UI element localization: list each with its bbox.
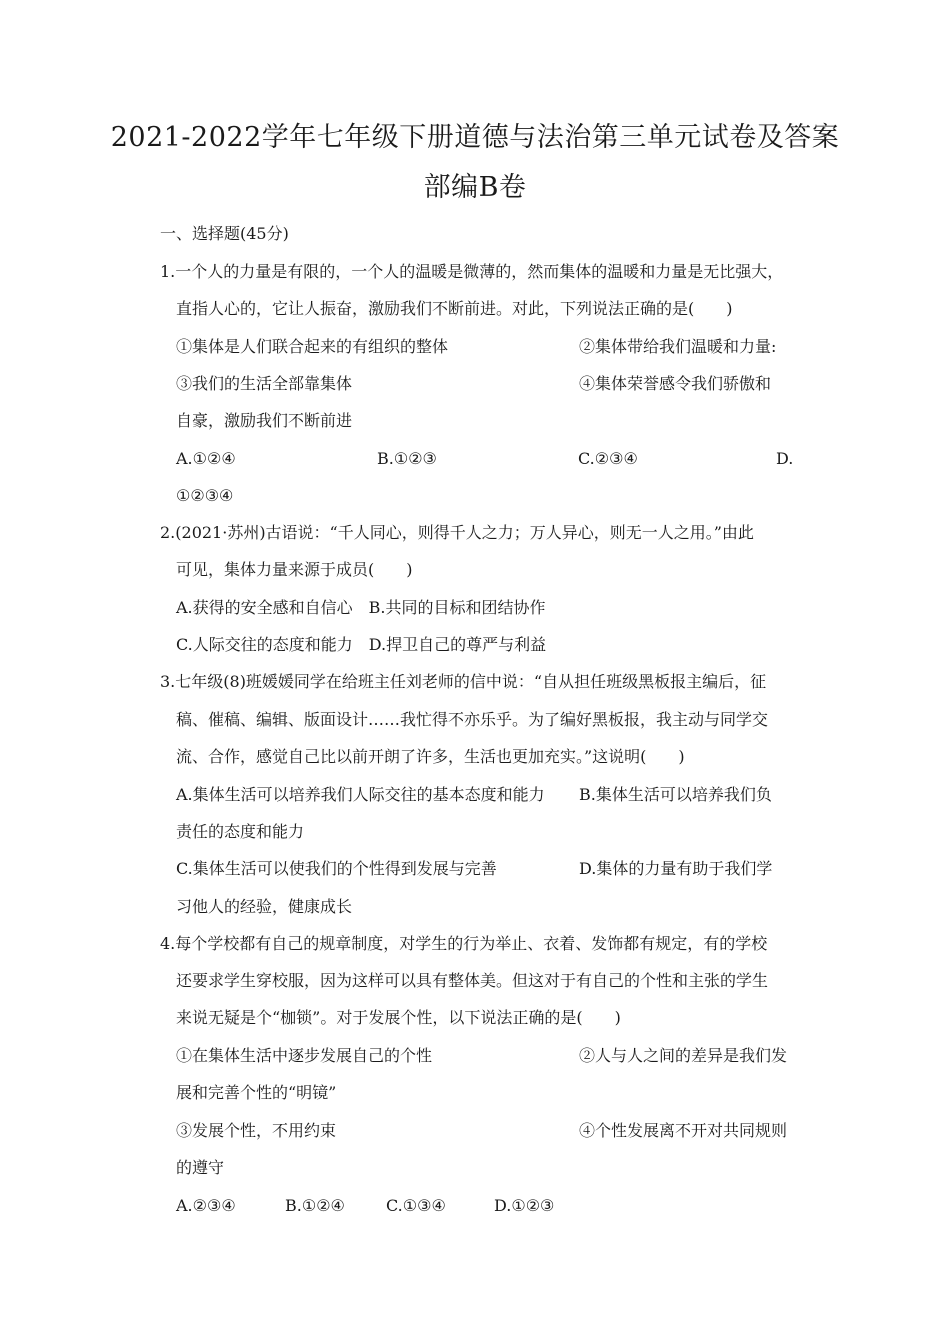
question-1-option-3: ③我们的生活全部靠集体 [176,374,353,393]
question-3-choice-b: B.集体生活可以培养我们负 [579,785,772,804]
question-4-stem-line2: 还要求学生穿校服，因为这样可以具有整体美。但这对于有自己的个性和主张的学生 [176,971,769,990]
question-3-choice-c: C.集体生活可以使我们的个性得到发展与完善 [176,859,497,878]
question-3-stem-line1: 3.七年级(8)班媛媛同学在给班主任刘老师的信中说：“自从担任班级黑板报主编后，征 [160,672,767,691]
question-2-choices-ab: A.获得的安全感和自信心 B.共同的目标和团结协作 [176,598,546,617]
question-3-stem-line2: 稿、催稿、编辑、版面设计……我忙得不亦乐乎。为了编好黑板报，我主动与同学交 [176,710,769,729]
question-2-choices-cd: C.人际交往的态度和能力 D.捍卫自己的尊严与利益 [176,635,547,654]
question-1-option-1: ①集体是人们联合起来的有组织的整体 [176,337,449,356]
question-1-option-2: ②集体带给我们温暖和力量: [579,337,777,356]
question-3-choice-a: A.集体生活可以培养我们人际交往的基本态度和能力 [176,785,545,804]
question-1-choice-b: B.①②③ [377,449,437,468]
question-3-stem-line3: 流、合作，感觉自己比以前开朗了许多，生活也更加充实。”这说明( ) [176,747,685,766]
question-1-stem-line1: 1.一个人的力量是有限的，一个人的温暖是微薄的，然而集体的温暖和力量是无比强大， [160,262,784,281]
question-4-choice-b: B.①②④ [285,1196,345,1215]
question-4-option-2-cont: 展和完善个性的“明镜” [176,1083,337,1102]
question-4-option-1: ①在集体生活中逐步发展自己的个性 [176,1046,433,1065]
question-4-option-4: ④个性发展离不开对共同规则 [579,1121,788,1140]
question-3-choice-d-cont: 习他人的经验，健康成长 [176,897,353,916]
question-2-stem-line1: 2.(2021·苏州)古语说：“千人同心，则得千人之力；万人异心，则无一人之用。”由此 [160,523,754,542]
question-4-choice-c: C.①③④ [386,1196,446,1215]
question-4-choice-d: D.①②③ [494,1196,555,1215]
question-1-option-4: ④集体荣誉感令我们骄傲和 [579,374,772,393]
question-3-choice-d: D.集体的力量有助于我们学 [579,859,773,878]
question-4-choice-a: A.②③④ [176,1196,236,1215]
document-title-line1: 2021-2022学年七年级下册道德与法治第三单元试卷及答案 [110,122,840,153]
question-1-choice-d: ①②③④ [176,486,234,505]
question-1-choice-c: C.②③④ [578,449,638,468]
question-1-choice-d-label: D. [776,449,794,468]
document-title-line2: 部编B卷 [423,172,527,203]
question-4-option-3: ③发展个性，不用约束 [176,1121,337,1140]
section-heading: 一、选择题(45分) [160,224,289,243]
question-3-choice-b-cont: 责任的态度和能力 [176,822,305,841]
question-4-option-2: ②人与人之间的差异是我们发 [579,1046,788,1065]
question-4-stem-line1: 4.每个学校都有自己的规章制度，对学生的行为举止、衣着、发饰都有规定，有的学校 [160,934,768,953]
question-1-choice-a: A.①②④ [176,449,236,468]
question-1-option-4-cont: 自豪，激励我们不断前进 [176,411,353,430]
question-1-stem-line2: 直指人心的，它让人振奋，激励我们不断前进。对此，下列说法正确的是( ) [176,299,733,318]
question-4-option-4-cont: 的遵守 [176,1158,225,1177]
question-2-stem-line2: 可见，集体力量来源于成员( ) [176,560,413,579]
question-4-stem-line3: 来说无疑是个“枷锁”。对于发展个性，以下说法正确的是( ) [176,1008,621,1027]
